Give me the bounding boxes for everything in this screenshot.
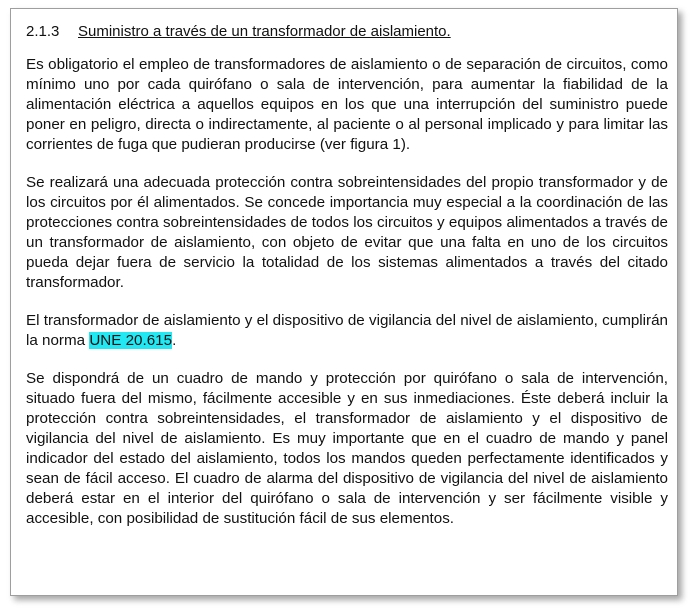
section-title: Suministro a través de un transformador de aislamiento. [78,23,451,40]
section-number: 2.1.3 [26,23,60,40]
paragraph-4: Se dispondrá de un cuadro de mando y protección por quirófano o sala de intervención, situado fuera del mismo, fácilmente accesible y en sus inmediaciones. Éste deberá incluir la protección contra sobreintensidades, el transformador de aislamiento y el dispositivo de vigilancia del nivel de aislamiento. Es muy importante que en el cuadro de mando y panel indicador del estado del aislamiento, todos los mandos queden perfectamente identificados y sean de fácil acceso. El cuadro de alarma del dispositivo de vigilancia del nivel de aislamiento deberá estar en el interior del quirófano o sala de intervención y ser fácilmente visible y accesible, con posibilidad de sustitución fácil de sus elementos. [26,370,668,527]
document-page [10,8,678,596]
paragraph-2: Se realizará una adecuada protección contra sobreintensidades del propio transformador y de los circuitos por él alimentados. Se concede importancia muy especial a la coordinación de las protecciones contra sobreintensidades de todos los circuitos y equipos alimentados a través de un transformador de aislamiento, con objeto de evitar que una falta en uno de los circuitos pueda dejar fuera de servicio la totalidad de los sistemas alimentados a través del citado transformador. [26,174,668,291]
paragraph-3 [26,311,668,351]
paragraph-3-end: . [172,332,177,349]
section-heading [26,21,668,43]
paragraph-1: Es obligatorio el empleo de transformadores de aislamiento o de separación de circuitos, como mínimo uno por cada quirófano o sala de intervención, para aumentar la fiabilidad de la alimentación eléctrica a aquellos equipos en los que una interrupción del suministro puede poner en peligro, directa o indirectamente, al paciente o al personal implicado y para limitar las corrientes de fuga que pudieran producirse (ver figura 1). [26,56,668,153]
highlighted-standard-reference: UNE 20.615 [89,332,173,349]
paragraph-3-text: El transformador de aislamiento y el dispositivo de vigilancia del nivel de aislamiento, cumplirán la norma [26,312,668,349]
